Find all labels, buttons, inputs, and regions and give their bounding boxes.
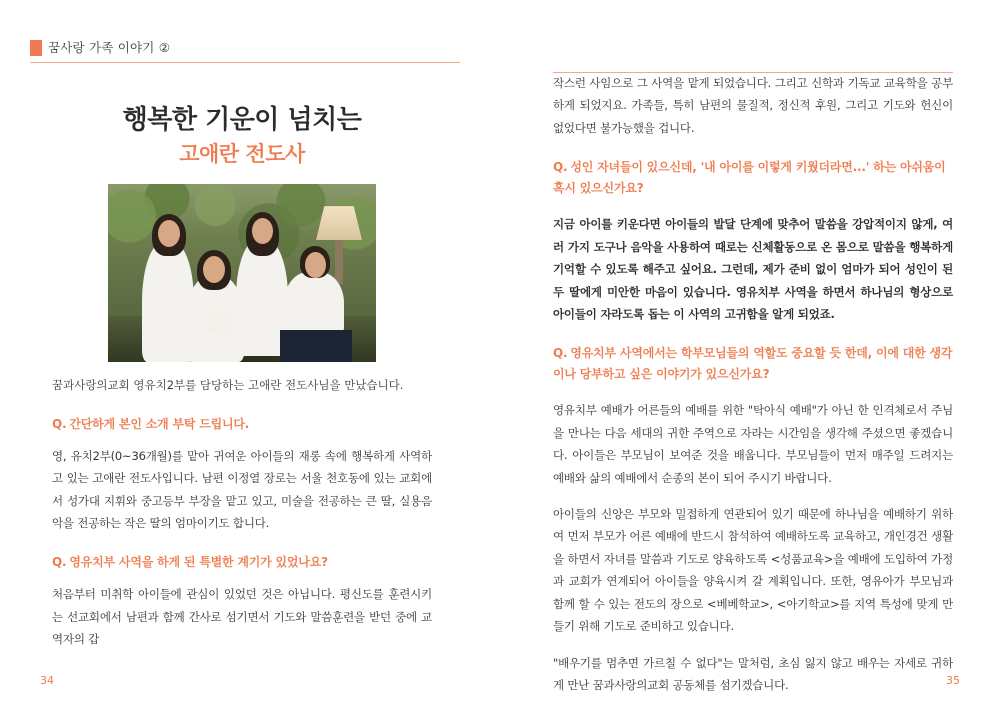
header-accent-bar	[30, 40, 42, 56]
right-answer-2-para-3: "배우기를 멈추면 가르칠 수 없다"는 말처럼, 초심 잃지 않고 배우는 자세로 귀하게 만난 꿈과사랑의교회 공동체를 섬기겠습니다.	[553, 655, 953, 693]
family-photo	[108, 184, 376, 362]
right-answer-2-para-1: 영유치부 예배가 어른들의 예배를 위한 "탁아식 예배"가 아닌 한 인격체로서 주님을 만나는 다음 세대의 귀한 주역으로 자라는 시간임을 생각해 주셨으면 좋겠습니다. 아이들은 부모님이 보여준 것을 배웁니다. 부모님들이 먼저 매주일 드려지는 예배와 삶의 예배에서 순종의 본이 되어 주시기 바랍니다.	[553, 403, 953, 485]
dog	[206, 310, 232, 334]
left-column	[52, 104, 432, 651]
photo-caption: 꿈과사랑의교회 영유치2부를 담당하는 고애란 전도사님을 만났습니다.	[52, 378, 404, 393]
question-mark: Q.	[52, 416, 67, 431]
question-mark: Q.	[553, 160, 568, 175]
left-question-2	[52, 552, 432, 573]
page-header	[30, 36, 460, 64]
question-mark: Q.	[52, 555, 67, 570]
left-question-1-text: 간단하게 본인 소개 부탁 드립니다.	[69, 416, 250, 431]
left-question-2-text: 영유치부 사역을 하게 된 특별한 계기가 있었나요?	[69, 555, 328, 570]
article-title-line1: 행복한 기운이 넘치는	[122, 105, 362, 135]
left-question-1	[52, 414, 432, 435]
question-mark: Q.	[553, 346, 568, 361]
person-seated-father	[284, 272, 344, 334]
left-answer-1: 영, 유치2부(0~36개월)를 맡아 귀여운 아이들의 재롱 속에 행복하게 사역하고 있는 고애란 전도사입니다. 남편 이정열 장로는 서울 천호동에 있는 교회에서 성가대 지휘와 중고등부 부장을 맡고 있고, 미술을 전공하는 큰 딸, 실용음악을 전공하는 작은 딸의 엄마이기도 합니다.	[52, 448, 432, 530]
right-question-2-text: 영유치부 사역에서는 학부모님들의 역할도 중요할 듯 한데, 이에 대한 생각이나 당부하고 싶은 이야기가 있으신가요?	[553, 346, 953, 382]
right-question-2	[553, 343, 953, 385]
right-answer-2-para-2: 아이들의 신앙은 부모와 밀접하게 연관되어 있기 때문에 하나님을 예배하기 위하여 먼저 부모가 어른 예배에 반드시 참석하여 예배하도록 교육하고, 개인경건 생활을 하면서 자녀를 말씀과 기도로 양육하도록 <성품교육>을 예배에 도입하여 가정과 교회가 연계되어 아이들을 양육시켜 갈 계획입니다. 또한, 영유아가 부모님과 함께 할 수 있는 전도의 장으로 <베베학교>, <아기학교>를 지역 특성에 맞게 만들기 위해 기도로 준비하고 있습니다.	[553, 507, 953, 634]
page-number-left: 34	[40, 674, 54, 687]
header-divider	[30, 62, 460, 63]
right-answer-1: 지금 아이를 키운다면 아이들의 발달 단계에 맞추어 말씀을 강압적이지 않게, 여러 가지 도구나 음악을 사용하여 때로는 신체활동으로 온 몸으로 말씀을 행복하게 기억할 수 있도록 해주고 싶어요. 그런데, 제가 준비 없이 엄마가 되어 성인이 된 두 딸에게 미안한 마음이 있습니다. 영유치부 사역을 하면서 하나님의 형상으로 아이들이 자라도록 돕는 이 사역의 고귀함을 알게 되었죠.	[553, 217, 953, 321]
article-title	[52, 104, 432, 168]
right-column	[553, 72, 953, 696]
left-answer-2: 처음부터 미취학 아이들에 관심이 있었던 것은 아닙니다. 평신도를 훈련시키는 선교회에서 남편과 함께 간사로 섬기면서 기도와 말씀훈련을 받던 중에 교역자의 갑	[52, 587, 432, 647]
right-question-1	[553, 157, 953, 199]
right-question-1-text: 성인 자녀들이 있으신데, '내 아이를 이렇게 키웠더라면...' 하는 아쉬움이 혹시 있으신가요?	[553, 160, 946, 196]
article-title-line2: 고애란 전도사	[179, 141, 305, 166]
header-title: 꿈사랑 가족 이야기 ②	[48, 40, 171, 55]
right-continuation-paragraph: 작스런 사임으로 그 사역을 맡게 되었습니다. 그리고 신학과 기독교 교육학을 공부하게 되었지요. 가족들, 특히 남편의 물질적, 정신적 후원, 그리고 기도와 헌신이 없었다면 불가능했을 겁니다.	[553, 76, 953, 135]
page-number-right: 35	[946, 674, 960, 687]
